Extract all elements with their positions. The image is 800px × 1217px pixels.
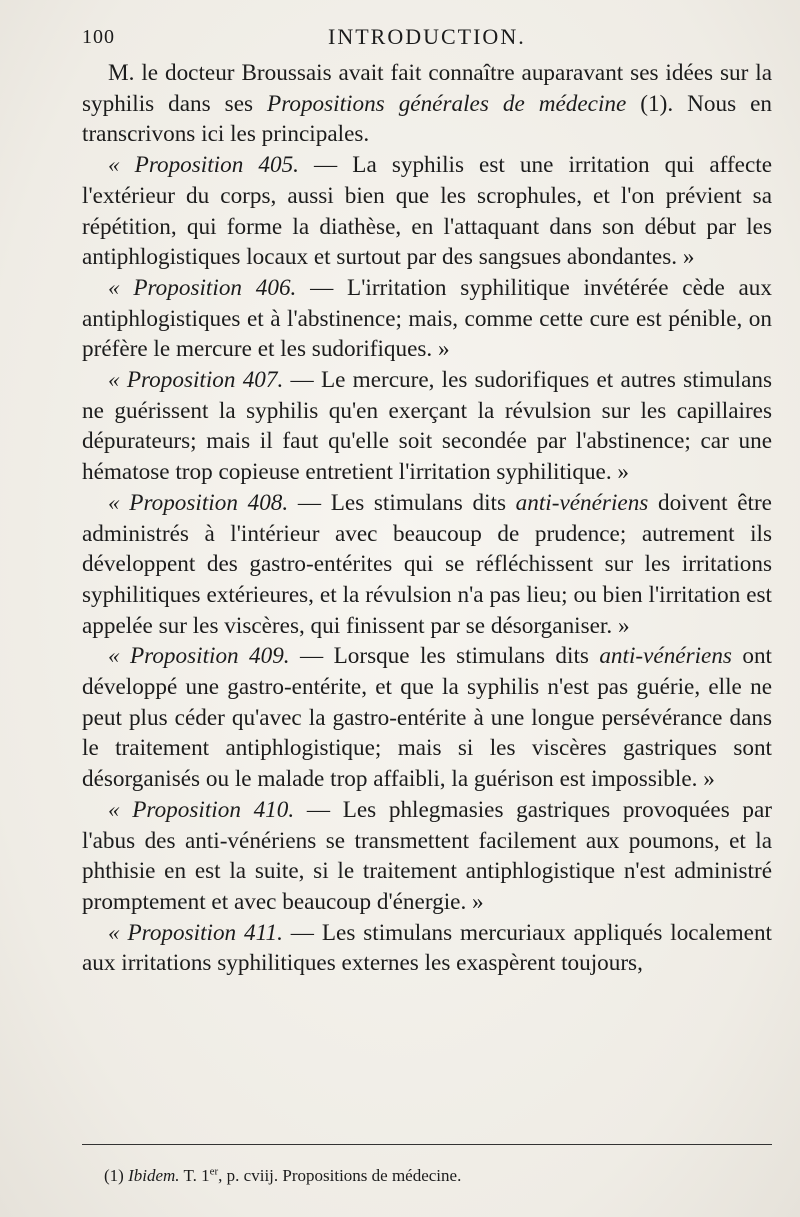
proposition-heading: « Proposition 410. bbox=[108, 796, 295, 823]
proposition-heading: « Proposition 408. bbox=[108, 489, 289, 516]
footnote-marker: (1) bbox=[104, 1166, 124, 1185]
proposition-heading: « Proposition 409. bbox=[108, 643, 290, 670]
paragraph-proposition-405: « Proposition 405. — La syphilis est une irritation qui affecte l'extérieur du corps, aussi bien que les scrophules, et l'on prévient sa répétition, qui forme la diathèse, en l'attaquant dans son début par les antiphlogistiques locaux et surtout par des sangsues abondantes. » bbox=[82, 152, 772, 271]
page-header bbox=[82, 22, 722, 54]
proposition-heading: « Proposition 406. bbox=[108, 274, 297, 301]
running-head: INTRODUCTION. bbox=[328, 24, 526, 49]
paragraph-proposition-409: « Proposition 409. — Lorsque les stimulans dits anti-vénériens ont développé une gastro-entérite, et que la syphilis n'est pas guérie, elle ne peut plus céder qu'avec la gastro-entérite à une longue persévérance dans le traitement antiphlogistique; mais si les viscères gastriques sont désorganisés ou le malade trop affaibli, la guérison est impossible. » bbox=[82, 643, 772, 793]
paragraph-proposition-410: « Proposition 410. — Les phlegmasies gastriques provoquées par l'abus des anti-vénériens se transmettent facilement aux poumons, et la phthisie en est la suite, si le traitement antiphlogistique n'est administré promptement et avec beaucoup d'énergie. » bbox=[82, 796, 772, 915]
proposition-heading: « Proposition 407. bbox=[108, 367, 284, 394]
body-text bbox=[82, 58, 772, 979]
page-number: 100 bbox=[82, 26, 115, 48]
footnote: (1) Ibidem. T. 1er, p. cviij. Propositions de médecine. bbox=[104, 1165, 462, 1185]
paragraph-intro: M. le docteur Broussais avait fait connaître auparavant ses idées sur la syphilis dans ses Propositions générales de médecine (1). Nous en transcrivons ici les principales. bbox=[82, 60, 772, 148]
paragraph-proposition-408: « Proposition 408. — Les stimulans dits anti-vénériens doivent être administrés à l'intérieur avec beaucoup de prudence; autrement ils développent des gastro-entérites qui se réfléchissent sur les irritations syphilitiques extérieures, et la révulsion n'a pas lieu; ou bien l'irritation est appelée sur les viscères, qui finissent par se désorganiser. » bbox=[82, 489, 772, 639]
footnote-ibidem: Ibidem. bbox=[128, 1166, 180, 1185]
paragraph-proposition-407: « Proposition 407. — Le mercure, les sudorifiques et autres stimulans ne guérissent la syphilis qu'en exerçant la révulsion sur les capillaires dépurateurs; mais il faut qu'elle soit secondée par l'abstinence; car une hématose trop copieuse entretient l'irritation syphilitique. » bbox=[82, 367, 772, 486]
footnote-divider bbox=[82, 1144, 772, 1145]
paragraph-proposition-406: « Proposition 406. — L'irritation syphilitique invétérée cède aux antiphlogistiques et à l'abstinence; mais, comme cette cure est pénible, on préfère le mercure et les sudorifiques. » bbox=[82, 274, 772, 363]
proposition-heading: « Proposition 405. bbox=[108, 152, 299, 179]
proposition-heading: « Proposition 411. bbox=[108, 919, 283, 946]
paragraph-proposition-411: « Proposition 411. — Les stimulans mercuriaux appliqués localement aux irritations syphilitiques externes les exaspèrent toujours, bbox=[82, 919, 772, 977]
